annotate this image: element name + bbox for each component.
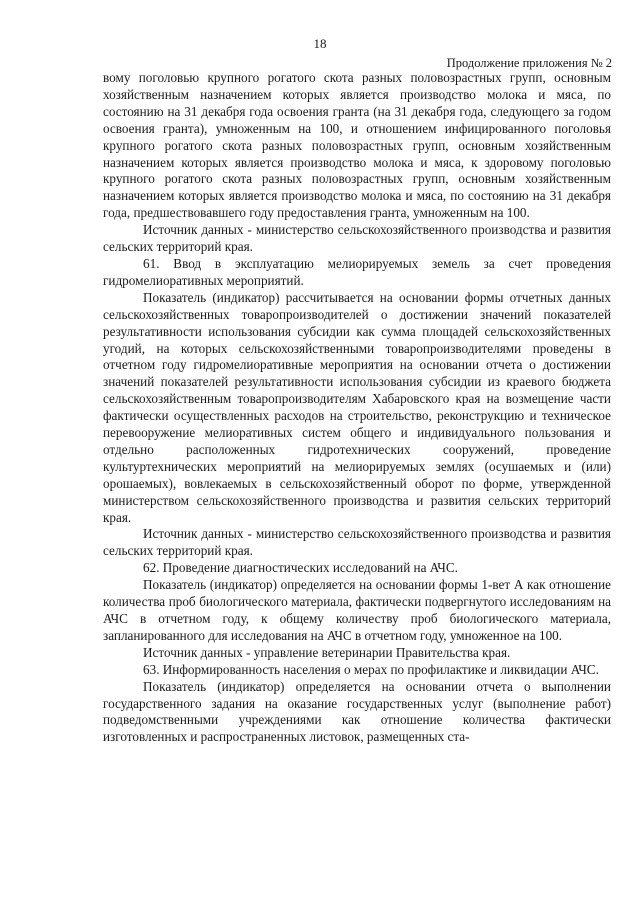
paragraph-continuation: вому поголовью крупного рогатого скота разных половозрастных групп, основным хозяйственным назначением которых является производство молока и мяса, по состоянию на 31 декабря года освоения гранта (на 31 декабря года, следующего за годом освоения гранта), умноженным на 100, и отношением инфицированного поголовья крупного рогатого скота разных половозрастных групп, основным хозяйственным назначением которых является производство молока и мяса, к здоровому поголовью крупного рогатого скота разных половозрастных групп, основным хозяйственным назначением которых является производство молока и мяса, по состоянию на 31 декабря года, предшествовавшего году предоставления гранта, умноженным на 100. (103, 70, 611, 221)
paragraph-item-61-heading: 61. Ввод в эксплуатацию мелиорируемых земель за счет проведения гидромелиоративных мероприятий. (103, 255, 611, 288)
paragraph-item-63-heading: 63. Информированность населения о мерах по профилактике и ликвидации АЧС. (143, 661, 599, 677)
page-number: 18 (313, 36, 327, 51)
paragraph-source: Источник данных - управление ветеринарии Правительства края. (143, 644, 511, 660)
appendix-label: Продолжение приложения № 2 (446, 56, 612, 70)
paragraph-source: Источник данных - министерство сельскохозяйственного производства и развития сельских территорий края. (103, 222, 611, 255)
paragraph-item-62-body: Показатель (индикатор) определяется на основании формы 1-вет А как отношение количества проб биологического материала, фактически подвергнутого исследованиям на АЧС в отчетном году, к общему количеству проб биологического материала, запланированного для исследования на АЧС в отчетном году, умноженное на 100. (103, 577, 611, 643)
paragraph-item-62-heading: 62. Проведение диагностических исследований на АЧС. (143, 560, 458, 576)
document-body (103, 70, 611, 746)
paragraph-item-61-body: Показатель (индикатор) рассчитывается на основании формы отчетных данных сельскохозяйственных товаропроизводителей о достижении значений показателей результативности использования субсидии как сумма площадей сельскохозяйственных угодий, на которых сельскохозяйственными товаропроизводителями проведены в отчетном году гидромелиоративные мероприятия на основании отчета о достижении значений показателей результативности использования субсидии из краевого бюджета сельскохозяйственным товаропроизводителям Хабаровского края на возмещение части фактически осуществленных расходов на строительство, реконструкцию и техническое перевооружение мелиоративных систем общего и индивидуального пользования и отдельно расположенных гидротехнических сооружений, проведение культуртехнических мероприятий на мелиорируемых землях (осушаемых и (или) орошаемых), вовлекаемых в сельскохозяйственный оборот по форме, утвержденной министерством сельскохозяйственного производства и развития сельских территорий края. (103, 289, 611, 525)
paragraph-item-63-body: Показатель (индикатор) определяется на основании отчета о выполнении государственного задания на оказание государственных услуг (выполнение работ) подведомственными учреждениями как отношение количества фактически изготовленных и распространенных листовок, размещенных ста- (103, 678, 611, 745)
paragraph-source: Источник данных - министерство сельскохозяйственного производства и развития сельских территорий края. (103, 526, 611, 559)
